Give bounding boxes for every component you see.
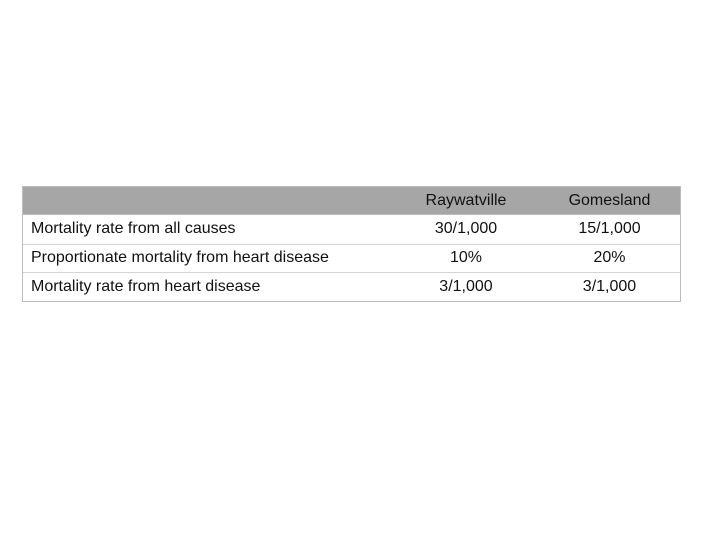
row-label: Mortality rate from all causes <box>31 220 236 238</box>
table-header-row <box>23 187 680 215</box>
header-empty-cell <box>23 187 393 215</box>
table-row <box>23 215 680 244</box>
header-raywatville: Raywatville <box>425 191 507 209</box>
table-row <box>23 272 680 301</box>
row-label: Proportionate mortality from heart disease <box>31 249 329 267</box>
mortality-comparison-table <box>22 186 681 302</box>
row-label: Mortality rate from heart disease <box>31 277 261 295</box>
header-gomesland: Gomesland <box>568 191 651 209</box>
gomesland-value: 3/1,000 <box>582 277 637 295</box>
raywatville-value: 3/1,000 <box>439 277 493 295</box>
raywatville-value: 10% <box>449 249 483 267</box>
table-row <box>23 244 680 273</box>
raywatville-value: 30/1,000 <box>434 220 498 238</box>
gomesland-value: 20% <box>593 249 626 267</box>
gomesland-value: 15/1,000 <box>578 220 641 238</box>
